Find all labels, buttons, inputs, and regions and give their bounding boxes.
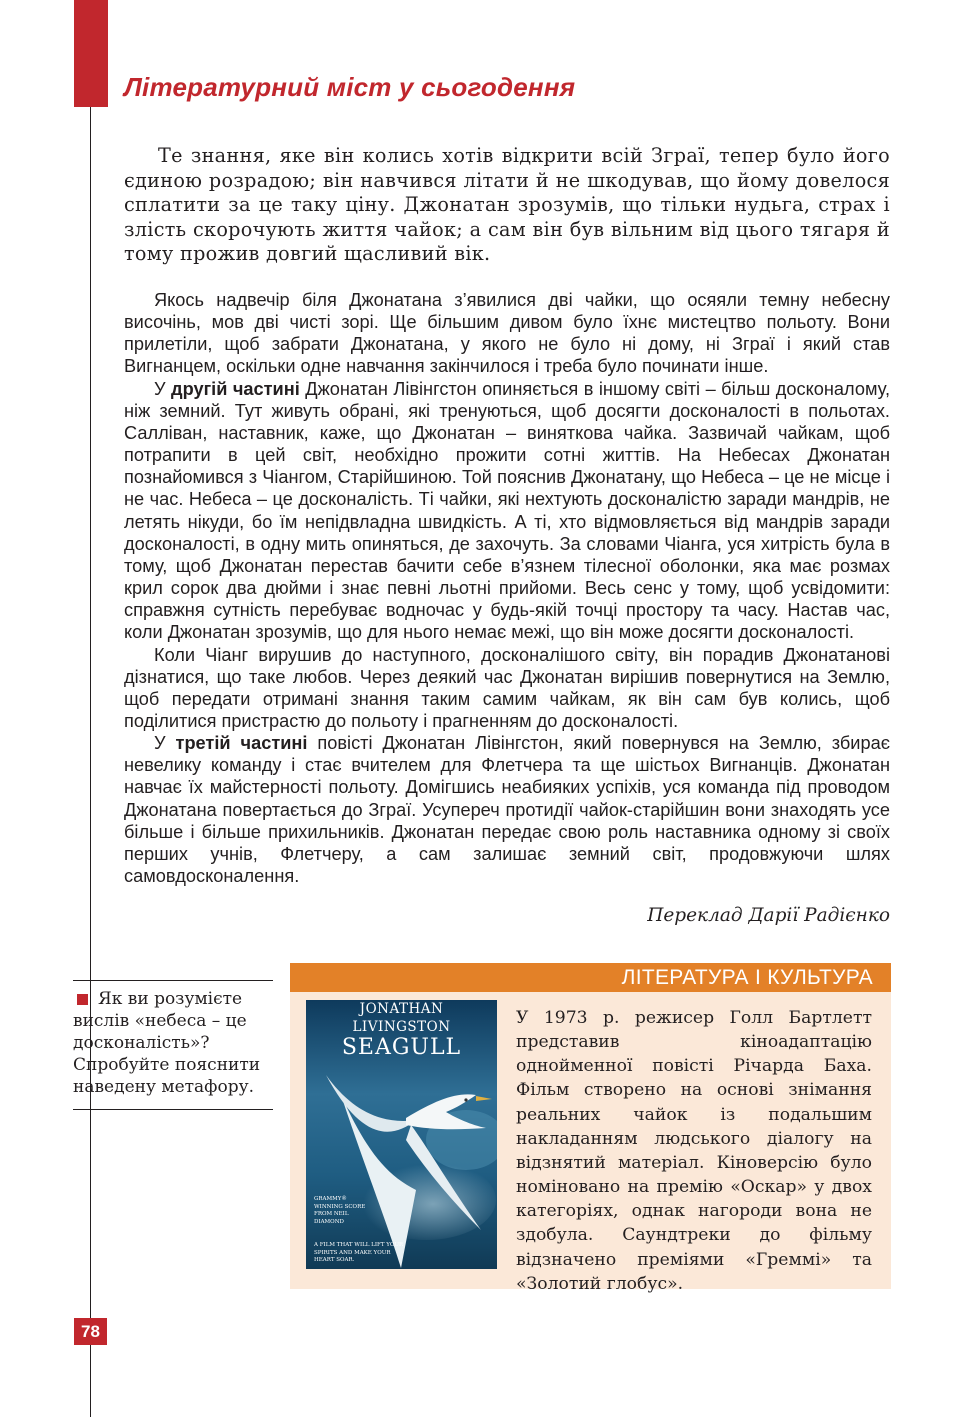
poster-title-line1: JONATHAN — [359, 1001, 444, 1017]
culture-box-title: ЛІТЕРАТУРА І КУЛЬТУРА — [290, 963, 891, 992]
movie-poster — [306, 1000, 497, 1269]
question-top-rule — [73, 980, 273, 981]
chapter-color-bar — [74, 0, 108, 107]
body-text — [124, 289, 890, 887]
body-paragraph-1: Якось надвечір біля Джонатана з’явилися дві чайки, що осяяли темну небесну височінь, мов дві чисті зорі. Ще більшим дивом було їхнє мистецтво польоту. Вони прилетіли, щоб забрати Джонатана, у якого не було ні дому, ні Зграї і який став Вигнанцем, оскільки одне навчання закінчилося і треба було починати інше. — [124, 290, 890, 377]
body-paragraph-4 — [124, 732, 890, 887]
poster-title — [306, 1000, 497, 1060]
quote-paragraph: Те знання, яке він колись хотів відкрити всій Зграї, тепер було його єдиною розрадою; він навчився літати й не шкодував, що йому довелося сплатити за це таку ціну. Джонатан зрозумів, що тільки нудьга, страх і злість скорочують життя чайок; а сам він був вільним від цього тягаря й тому прожив довгий щасливий вік. — [124, 144, 890, 265]
margin-rule — [90, 107, 91, 1417]
square-bullet-icon — [77, 994, 88, 1005]
margin-question — [73, 988, 273, 1098]
p2-bold-term: другій частині — [171, 378, 300, 399]
body-paragraph-2 — [124, 378, 890, 644]
quote-excerpt — [124, 144, 890, 267]
p4-rest: повісті Джонатан Лівінгстон, який повернувся на Землю, збирає невелику команду і стає вчителем для Флетчера та ще шістьох Вигнанців. Джонатан навчає їх майстерності польоту. Домігшись неабияких успіхів, уся команда під проводом Джонатана повертається до Зграї. Усупереч протидії чайок-старійшин вони знаходять усе більше і більше прихильників. Джонатан передає свою роль наставника одному зі своїх перших учнів, Флетчеру, а сам залишає земний світ, продовжуючи шлях самовдосконалення. — [124, 733, 890, 887]
page-number: 78 — [74, 1318, 107, 1345]
culture-box-text: У 1973 р. режисер Голл Бартлетт представив кіноадаптацію однойменної повісті Річарда Баха. Фільм створено на основі знімання реальних чайок із подальшим накладанням людського діалогу на відзнятий матеріал. Кіноверсію було номіновано на премію «Оскар» у двох категоріях, однак нагороди вона не здобула. Саундтреки до фільму відзначено преміями «Греммі» та «Золотий глобус». — [516, 1008, 872, 1294]
poster-award: GRAMMY® WINNING SCORE FROM NEIL DIAMOND — [314, 1196, 366, 1225]
translation-credit: Переклад Дарії Радієнко — [647, 905, 890, 926]
p4-bold-term: третій частині — [175, 733, 308, 754]
p2-rest: Джонатан Лівінгстон опиняється в іншому світі – більш досконалому, ніж земний. Тут живуть обрані, які тренуються, щоб досягти досконалості в польотах. Салліван, наставник, каже, що Джонатан – виняткова чайка. Зазвичай чайкам, щоб потрапити в цей світ, необхідно прожити сотні життів. На Небесах Джонатан познайомився з Чіангом, Старійшиною. Той пояснив Джонатану, що Небеса – це не місце і не час. Небеса – це досконалість. Ті чайки, які нехтують досконалістю заради мандрів, не летять нікуди, бо їм непідвладна швидкість. А ті, хто відмовляється від мандрів заради досконалості, в одну мить опиняться, де захочуть. За словами Чіанга, уся хитрість була в тому, щоб Джонатан перестав бачити себе в’язнем тілесної оболонки, яка має розмах крил сорок два дюйми і знає певні льотні прийоми. Весь сенс у тому, щоб усвідомити: справжня сутність перебуває водночас у будь-якій точці простору та часу. Настав час, коли Джонатан зрозумів, що для нього немає межі, що він може досягти досконалості. — [124, 378, 890, 643]
poster-title-line3: SEAGULL — [341, 1035, 462, 1060]
section-header: Літературний міст у сьогодення — [124, 72, 576, 102]
poster-tagline: A FILM THAT WILL LIFT YOUR SPIRITS AND MAKE YOUR HEART SOAR. — [314, 1242, 404, 1263]
poster-title-line2: LIVINGSTON — [352, 1019, 451, 1035]
p4-lead: У — [154, 733, 176, 754]
body-paragraph-3: Коли Чіанг вирушив до наступного, досконалішого світу, він порадив Джонатанові дізнатися, що таке любов. Через деякий час Джонатан вирішив повернутися на Землю, щоб передати отримані знання таким самим чайкам, як він сам був колись, щоб поділитися пристрастю до польоту і прагненням до досконалості. — [124, 644, 890, 731]
p2-lead: У — [154, 378, 172, 399]
question-bottom-rule — [73, 1109, 273, 1110]
question-text: Як ви розумієте вислів «небеса – це досконалість»? Спробуйте пояснити наведену метафору. — [73, 989, 261, 1097]
